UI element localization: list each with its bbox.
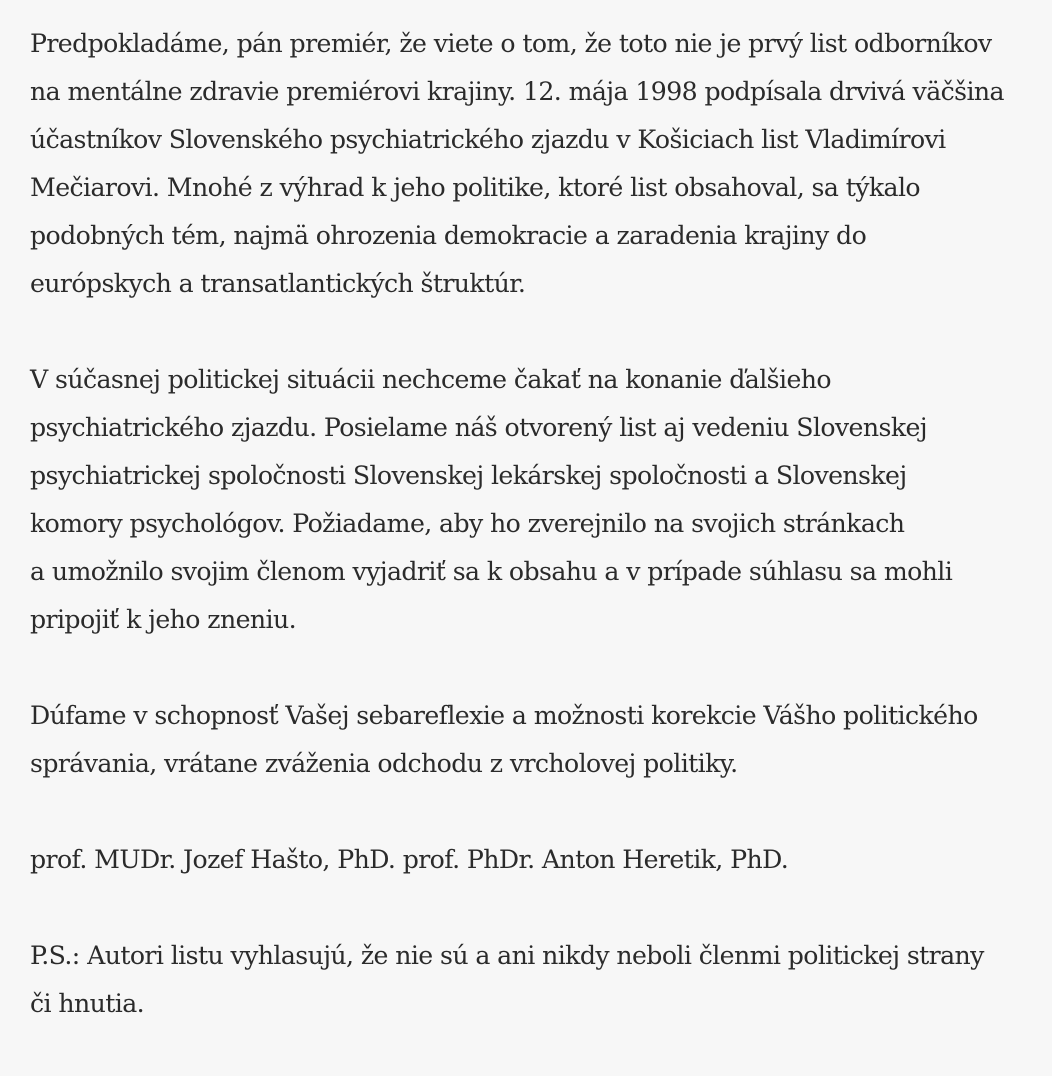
- text-line: európskych a transatlantických štruktúr.: [30, 269, 526, 298]
- text-line: psychiatrického zjazdu. Posielame náš otvorený list aj vedeniu Slovenskej: [30, 413, 927, 442]
- article-body: [30, 20, 1040, 1076]
- text-line: prof. MUDr. Jozef Hašto, PhD. prof. PhDr. Anton Heretik, PhD.: [30, 845, 789, 874]
- text-line: či hnutia.: [30, 989, 145, 1018]
- text-line: P.S.: Autori listu vyhlasujú, že nie sú a ani nikdy neboli členmi politickej strany: [30, 941, 984, 970]
- text-line: Dúfame v schopnosť Vašej sebareflexie a možnosti korekcie Vášho politického: [30, 701, 978, 730]
- paragraph-previous-letter: [30, 20, 1040, 308]
- paragraph-signatures: [30, 836, 1040, 884]
- paragraph-postscript: [30, 932, 1040, 1028]
- text-line: Mečiarovi. Mnohé z výhrad k jeho politike, ktoré list obsahoval, sa týkalo: [30, 173, 920, 202]
- text-line: V súčasnej politickej situácii nechceme čakať na konanie ďalšieho: [30, 365, 831, 394]
- text-line: správania, vrátane zváženia odchodu z vrcholovej politiky.: [30, 749, 738, 778]
- text-line: účastníkov Slovenského psychiatrického zjazdu v Košiciach list Vladimírovi: [30, 125, 946, 154]
- text-line: psychiatrickej spoločnosti Slovenskej lekárskej spoločnosti a Slovenskej: [30, 461, 907, 490]
- text-line: a umožnilo svojim členom vyjadriť sa k obsahu a v prípade súhlasu sa mohli: [30, 557, 953, 586]
- text-line: podobných tém, najmä ohrozenia demokracie a zaradenia krajiny do: [30, 221, 867, 250]
- text-line: na mentálne zdravie premiérovi krajiny. 12. mája 1998 podpísala drvivá väčšina: [30, 77, 1004, 106]
- paragraph-hope: [30, 692, 1040, 788]
- text-line: Predpokladáme, pán premiér, že viete o tom, že toto nie je prvý list odborníkov: [30, 29, 992, 58]
- paragraph-current-situation: [30, 356, 1040, 644]
- text-line: pripojiť k jeho zneniu.: [30, 605, 296, 634]
- text-line: komory psychológov. Požiadame, aby ho zverejnilo na svojich stránkach: [30, 509, 905, 538]
